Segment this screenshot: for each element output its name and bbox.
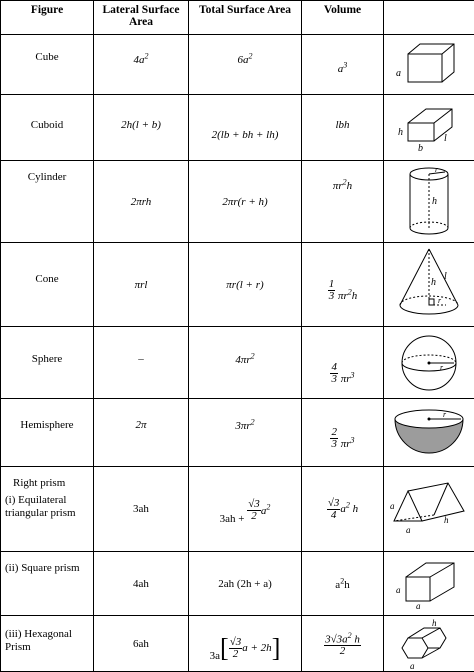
header-lateral: Lateral Surface Area <box>94 1 189 35</box>
lateral-value: 4ah <box>133 578 149 590</box>
volume-value: $\frac{3√3a^2 h}{2}$ <box>324 630 361 658</box>
header-row <box>1 1 474 35</box>
row-cuboid <box>1 95 474 161</box>
header-image <box>384 1 474 35</box>
volume-value: $\frac{4}{3}$ $\pi r^3$ <box>330 367 354 379</box>
figure-name: Sphere <box>1 353 93 365</box>
volume-value: $\frac{√3}{4}$ $a^2$ h <box>327 503 358 515</box>
tri-label-a1: a <box>390 501 395 511</box>
cone-diagram <box>384 243 474 327</box>
prism-title: Right prism <box>1 477 93 490</box>
lateral-value: 6ah <box>133 638 149 650</box>
figure-name: Cylinder <box>1 171 93 183</box>
header-figure: Figure <box>1 1 94 35</box>
total-value: 2πr(r + h) <box>222 196 267 208</box>
header-volume: Volume <box>302 1 384 35</box>
cone-label-r: r <box>438 296 442 305</box>
hexagonal-prism-label: (iii) Hexagonal Prism <box>1 628 81 654</box>
volume-value: lbh <box>335 119 349 131</box>
square-prism-diagram <box>384 552 474 616</box>
hemisphere-diagram <box>384 399 474 467</box>
figure-name: Cuboid <box>1 119 93 131</box>
hex-label-h: h <box>432 618 437 628</box>
total-value: πr(l + r) <box>226 279 263 291</box>
hexagonal-prism-diagram <box>384 616 474 672</box>
total-value: 2(lb + bh + lh) <box>212 129 279 141</box>
cone-label-l: l <box>444 271 447 282</box>
sq-label-a2: a <box>416 601 421 609</box>
lateral-value: 2πrh <box>131 196 152 208</box>
total-value: 3ah + $\frac{√3}{2}$ $a^2$ <box>220 505 271 517</box>
tri-label-h: h <box>444 515 449 525</box>
lateral-value: 2π <box>135 419 146 431</box>
hemisphere-label-r: r <box>443 410 447 419</box>
row-hexagonal-prism <box>1 616 474 672</box>
cuboid-label-b: b <box>418 143 423 153</box>
lateral-value: – <box>138 353 144 365</box>
figure-name: Cube <box>1 51 93 63</box>
volume-value: $\frac{2}{3}$ $\pi r^3$ <box>330 432 354 444</box>
cone-label-h: h <box>431 277 436 288</box>
total-value: 2ah (2h + a) <box>218 578 272 590</box>
cylinder-label-r: r <box>435 165 439 174</box>
lateral-value: $4a^2$ <box>134 54 149 66</box>
square-prism-label: (ii) Square prism <box>1 562 81 575</box>
sphere-diagram <box>384 327 474 399</box>
figure-name: Cone <box>1 273 93 285</box>
cylinder-label-h: h <box>432 196 437 207</box>
cuboid-diagram <box>384 95 474 161</box>
volume-value: $a^2h$ <box>335 579 349 591</box>
row-hemisphere <box>1 399 474 467</box>
row-cone <box>1 243 474 327</box>
row-sphere <box>1 327 474 399</box>
cylinder-diagram <box>384 161 474 243</box>
lateral-value: πrl <box>135 279 148 291</box>
row-cube <box>1 35 474 95</box>
total-value: 3a[ $\frac{√3}{2}$ a + 2h] <box>210 642 281 654</box>
row-square-prism <box>1 552 474 616</box>
row-triangular-prism <box>1 467 474 552</box>
total-value: $6a^2$ <box>238 54 253 66</box>
cube-label-a: a <box>396 68 401 79</box>
row-cylinder <box>1 161 474 243</box>
sphere-label-r: r <box>440 363 444 372</box>
total-value: $3\pi r^2$ <box>235 420 254 432</box>
figure-name: Hemisphere <box>1 419 93 431</box>
cuboid-label-h: h <box>398 127 403 138</box>
volume-value: $a^3$ <box>338 63 348 75</box>
triangular-prism-diagram <box>384 467 474 552</box>
volume-value: $\pi r^2h$ <box>333 180 352 192</box>
cube-diagram <box>384 35 474 95</box>
volume-value: $\frac{1}{3}$ $\pi r^2h$ <box>328 284 358 296</box>
triangular-prism-label: (i) Equilateral triangular prism <box>1 494 81 520</box>
header-total: Total Surface Area <box>189 1 302 35</box>
hex-label-a: a <box>410 661 415 670</box>
sq-label-a1: a <box>396 585 401 595</box>
lateral-value: 3ah <box>133 503 149 515</box>
cuboid-label-l: l <box>444 133 447 144</box>
lateral-value: 2h(l + b) <box>121 119 161 131</box>
total-value: $4\pi r^2$ <box>235 354 254 366</box>
tri-label-a2: a <box>406 525 411 535</box>
